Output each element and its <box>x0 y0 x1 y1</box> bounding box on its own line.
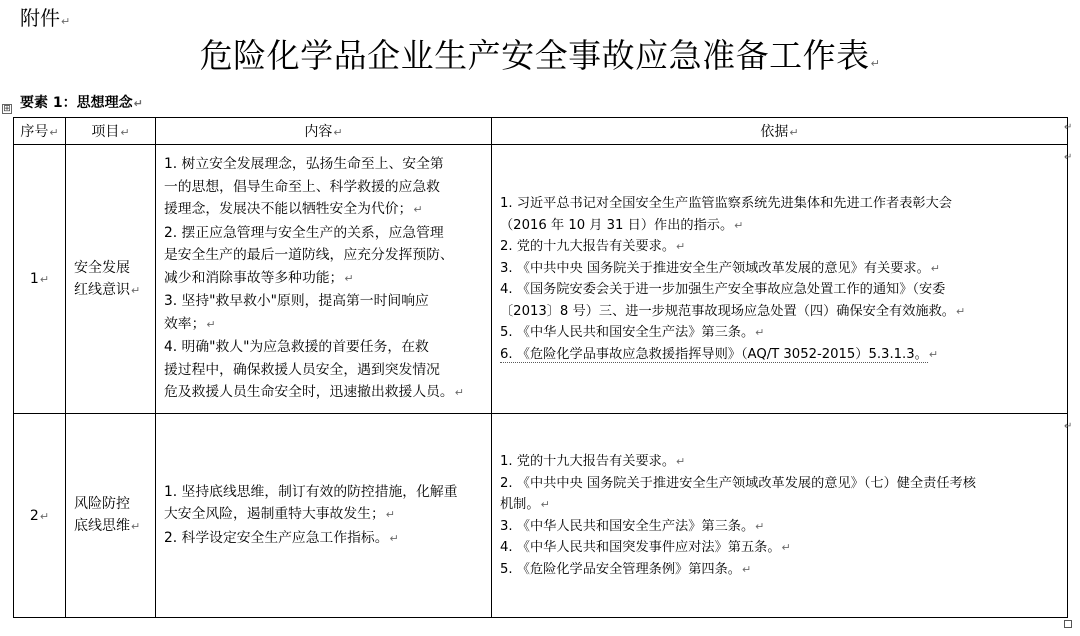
row-end-mark: ↵ <box>1064 122 1073 133</box>
row-item-cell: 风险防控 底线思维↵ <box>66 414 156 618</box>
row-number-cell: 2↵ <box>14 414 66 618</box>
paragraph-mark: ↵ <box>61 15 71 28</box>
row-basis-cell: 1. 习近平总书记对全国安全生产监管监察系统先进集体和先进工作者表彰大会 （2016 年 10 月 31 日）作出的指示。↵ 2. 党的十九大报告有关要求。↵ 3. 《中共中央 国务院关于推进安全生产领域改革发展的意见》有关要求。↵ 4. 《国务院安委会关于进一步加强生产安全事故应急处置工作的通知》（安委 〔2013〕8 号）三、进一步规范事故现场应急处置（四）确保安全有效施救。↵ 5. 《中华人民共和国安全生产法》第三条。↵ 6. 《危险化学品事故应急救援指挥导则》（AQ/T 3052-2015）5.3.1.3。↵ <box>492 145 1068 414</box>
row-end-mark: ↵ <box>1064 152 1073 163</box>
row-content-cell: 1. 树立安全发展理念，弘扬生命至上、安全第 一的思想，倡导生命至上、科学救援的应急救 援理念，发展决不能以牺牲安全为代价；↵ 2. 摆正应急管理与安全生产的关系，应急管理 是安全生产的最后一道防线，应充分发挥预防、 减少和消除事故等多种功能；↵ 3. 坚持"救早救小"原则，提高第一时间响应 效率；↵ 4. 明确"救人"为应急救援的首要任务，在救 援过程中，确保救援人员安全，遇到突发情况 危及救援人员生命安全时，迅速撤出救援人员。↵ <box>156 145 492 414</box>
paragraph-mark: ↵ <box>870 57 881 70</box>
header-cell-basis: 依据↵ <box>492 118 1068 145</box>
row-number-cell: 1↵ <box>14 145 66 414</box>
header-cell-item: 项目↵ <box>66 118 156 145</box>
table-move-handle-icon[interactable]: ⊞ <box>3 104 11 114</box>
row-item-cell: 安全发展 红线意识↵ <box>66 145 156 414</box>
document-title: 危险化学品企业生产安全事故应急准备工作表↵ <box>199 36 881 75</box>
header-cell-content: 内容↵ <box>156 118 492 145</box>
paragraph-mark: ↵ <box>133 97 143 110</box>
section-heading: 要素 1：思想理念↵ <box>20 95 143 111</box>
row-end-mark: ↵ <box>1064 421 1073 432</box>
table-row <box>14 145 1068 414</box>
table-row <box>14 414 1068 618</box>
row-content-cell: 1. 坚持底线思维，制订有效的防控措施，化解重 大安全风险，遏制重特大事故发生；↵ 2. 科学设定安全生产应急工作指标。↵ <box>156 414 492 618</box>
attachment-label: 附件↵ <box>20 6 71 30</box>
row-basis-cell: 1. 党的十九大报告有关要求。↵ 2. 《中共中央 国务院关于推进安全生产领域改革发展的意见》（七）健全责任考核 机制。↵ 3. 《中华人民共和国安全生产法》第三条。↵ 4. 《中华人民共和国突发事件应对法》第五条。↵ 5. 《危险化学品安全管理条例》第四条。↵ <box>492 414 1068 618</box>
header-cell-num: 序号↵ <box>14 118 66 145</box>
table-resize-handle-icon[interactable] <box>1064 620 1072 628</box>
readiness-table <box>13 117 1068 618</box>
table-header-row <box>14 118 1068 145</box>
